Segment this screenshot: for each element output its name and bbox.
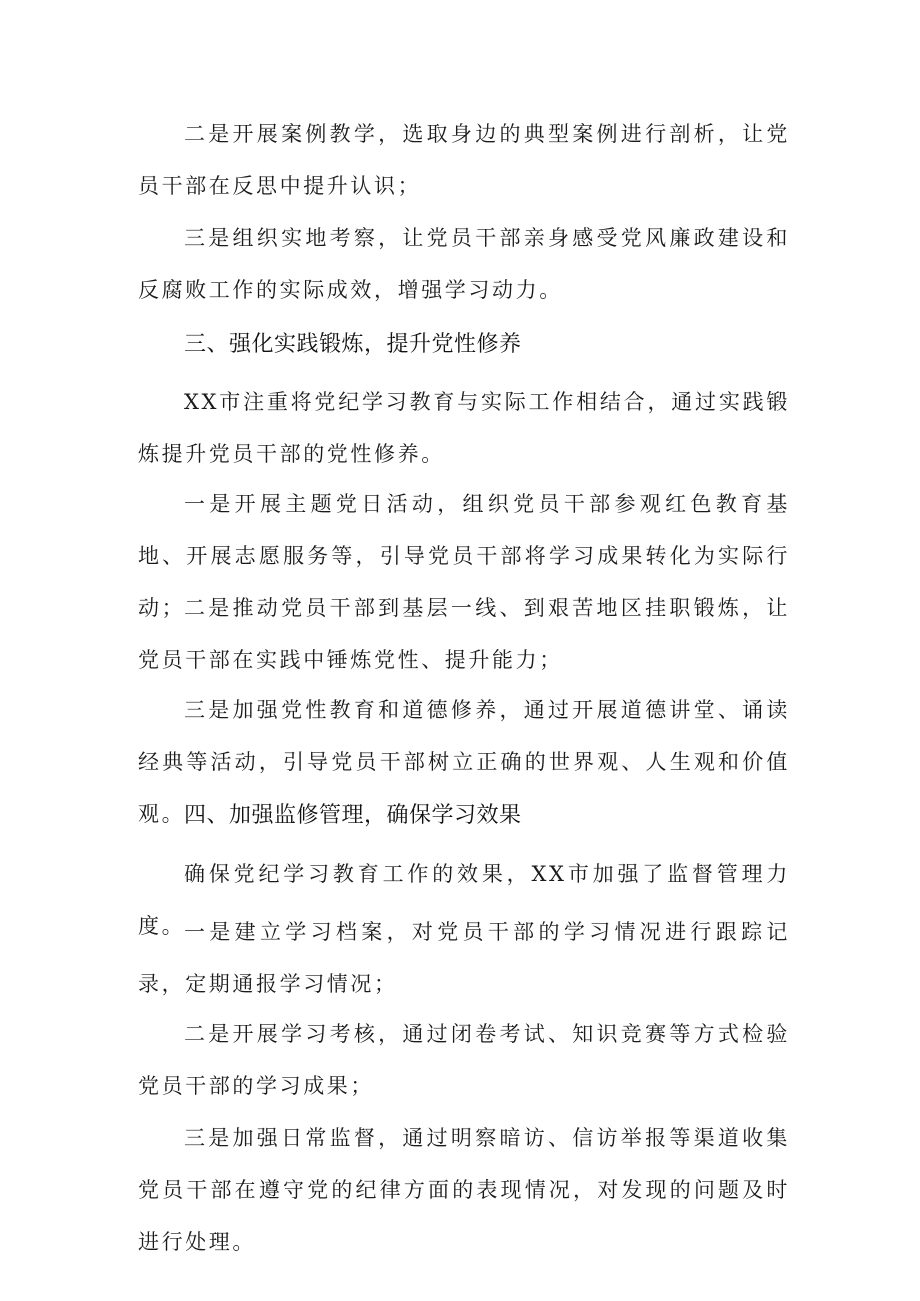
paragraph-moral-education: 三是加强党性教育和道德修养，通过开展道德讲堂、诵读经典等活动，引导党员干部树立正确的世界观、人生观和价值观。 — [138, 698, 790, 826]
paragraph-practice-intro: XX市注重将党纪学习教育与实际工作相结合，通过实践锻炼提升党员干部的党性修养。 — [138, 390, 790, 466]
paragraph-grassroots-training: 二是推动党员干部到基层一线、到艰苦地区挂职锻炼，让党员干部在实践中锤炼党性、提升能力； — [138, 596, 790, 672]
section-heading-practice: 三、强化实践锻炼，提升党性修养 — [184, 332, 522, 357]
paragraph-theme-party-day: 一是开展主题党日活动，组织党员干部参观红色教育基地、开展志愿服务等，引导党员干部将学习成果转化为实际行动； — [138, 492, 790, 620]
paragraph-study-assessment: 二是开展学习考核，通过闭卷考试、知识竞赛等方式检验党员干部的学习成果； — [138, 1022, 790, 1098]
paragraph-supervision-intro: 确保党纪学习教育工作的效果，XX市加强了监督管理力度。 — [138, 862, 790, 938]
section-heading-supervision: 四、加强监修管理，确保学习效果 — [184, 803, 522, 828]
paragraph-daily-supervision: 三是加强日常监督，通过明察暗访、信访举报等渠道收集党员干部在遵守党的纪律方面的表现情况，对发现的问题及时进行处理。 — [138, 1126, 790, 1254]
paragraph-case-teaching: 二是开展案例教学，选取身边的典型案例进行剖析，让党员干部在反思中提升认识； — [138, 122, 790, 198]
paragraph-study-records: 一是建立学习档案，对党员干部的学习情况进行跟踪记录，定期通报学习情况； — [138, 920, 790, 996]
paragraph-field-inspection: 三是组织实地考察，让党员干部亲身感受党风廉政建设和反腐败工作的实际成效，增强学习动力。 — [138, 226, 790, 302]
